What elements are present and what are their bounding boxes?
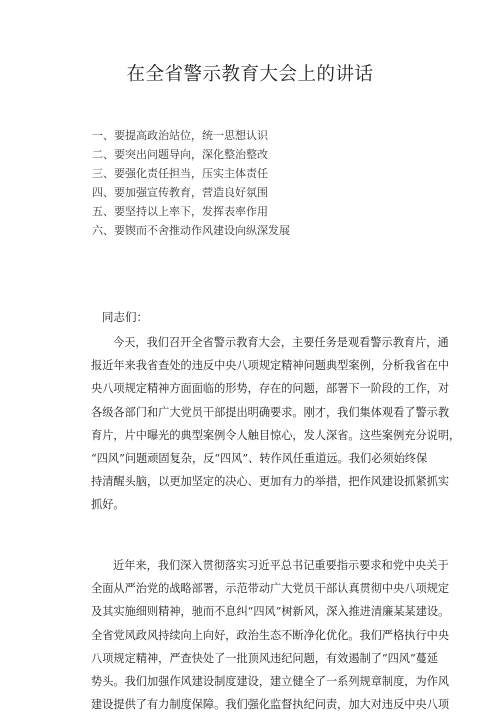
body-paragraph <box>91 554 450 716</box>
outline-item: 六、要锲而不舍推动作风建设向纵深发展 <box>92 224 290 237</box>
paragraph-line: “四风”问题顽固复杂，反“四风”、转作风任重道远。我们必须始终保 <box>91 451 428 465</box>
paragraph-line: 报近年来我省查处的违反中央八项规定精神问题典型案例，分析我省在中 <box>91 359 450 373</box>
outline-list <box>92 126 452 240</box>
paragraph-line: 今天，我们召开全省警示教育大会，主要任务是观看警示教育片，通 <box>113 336 449 349</box>
paragraph-line: 抓好。 <box>91 498 125 512</box>
outline-item: 四、要加强宣传教育，营造良好氛围 <box>92 186 268 199</box>
salutation: 同志们： <box>102 310 148 324</box>
paragraph-line: 近年来，我们深入贯彻落实习近平总书记重要指示要求和党中央关于 <box>113 559 449 572</box>
paragraph-line: 全省党风政风持续向上向好，政治生态不断净化优化。我们严格执行中央 <box>91 628 450 642</box>
paragraph-line: 央八项规定精神方面面临的形势，存在的问题，部署下一阶段的工作，对 <box>91 382 450 396</box>
outline-item: 三、要强化责任担当，压实主体责任 <box>92 167 268 180</box>
paragraph-line: 八项规定精神，严查快处了一批顶风违纪问题，有效遏制了“四风”蔓延 <box>91 651 439 665</box>
paragraph-line: 各级各部门和广大党员干部提出明确要求。刚才，我们集体观看了警示教 <box>91 405 450 419</box>
body-paragraph <box>91 331 461 517</box>
outline-item: 五、要坚持以上率下，发挥表率作用 <box>92 205 268 218</box>
paragraph-line: 及其实施细则精神，驰而不息纠“四风”树新风，深入推进清廉某某建设。 <box>91 605 450 619</box>
paragraph-line: 育片，片中曝光的典型案例令人触目惊心，发人深省。这些案例充分说明， <box>91 428 461 442</box>
outline-item: 一、要提高政治站位，统一思想认识 <box>92 129 268 142</box>
paragraph-line: 势头。我们加强作风建设制度建设，建立健全了一系列规章制度，为作风 <box>91 674 450 688</box>
paragraph-line: 全面从严治党的战略部署，示范带动广大党员干部认真贯彻中央八项规定 <box>91 582 450 596</box>
outline-item: 二、要突出问题导向，深化整治整改 <box>92 148 268 161</box>
paragraph-line: 建设提供了有力制度保障。我们强化监督执纪问责，加大对违反中央八项 <box>91 698 450 712</box>
document-title: 在全省警示教育大会上的讲话 <box>126 64 374 85</box>
paragraph-line: 持清醒头脑，以更加坚定的决心、更加有力的举措，把作风建设抓紧抓实 <box>91 475 450 489</box>
